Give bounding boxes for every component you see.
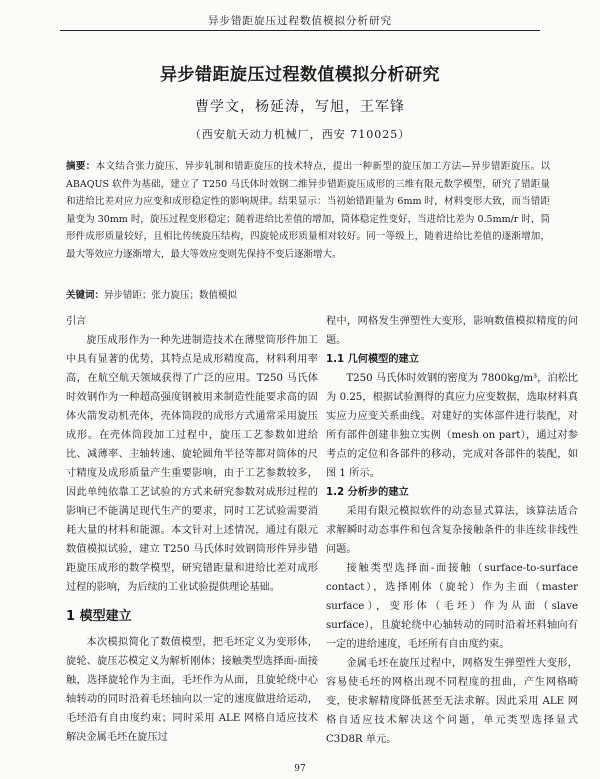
keywords-label: 关键词： (66, 290, 105, 301)
right-column (326, 312, 578, 749)
abstract-label: 摘要： (66, 161, 96, 172)
section12-heading: 1.2 分析步的建立 (326, 487, 409, 498)
abstract (66, 158, 550, 263)
section12-paragraph-3: 金属毛坯在旋压过程中，网格发生弹塑性大变形，容易使毛坯的网格出现不同程度的扭曲，产生网格畸变，使求解精度降低甚至无法求解。因此采用 ALE 网格自适应技术解决这个问题，单元类型选择显式 C3D8R 单元。 (326, 658, 578, 745)
section12-paragraph-1: 采用有限元模拟软件的动态显式算法，该算法适合求解瞬时动态事件和包含复杂接触条件的非连续非线性问题。 (326, 506, 578, 555)
section1-paragraph: 本次模拟简化了数值模型，把毛坯定义为变形体，旋轮、旋压芯模定义为解析刚体；接触类型选择面-面接触，选择旋轮作为主面，毛坯作为从面，且旋轮绕中心轴转动的同时沿着毛坯轴向以一定的速度做进给运动，毛坯沿有自由度约束；同时采用 ALE 网格自适应技术解决金属毛坯在旋压过 (66, 637, 318, 743)
affiliation: （西安航天动力机械厂，西安 710025） (189, 128, 411, 141)
keywords (66, 289, 550, 303)
intro-heading: 引言 (66, 316, 87, 327)
page-number: 97 (294, 764, 306, 774)
intro-paragraph: 旋压成形作为一种先进制造技术在薄壁筒形件加工中具有显著的优势，其特点是成形精度高，材料利用率高，在航空航天领域获得了广泛的应用。T250 马氏体时效钢作为一种超高强度钢被用来制造性能要求高的固体火箭发动机壳体，壳体筒段的成形方式通常采用旋压成形。在壳体筒段加工过程中，旋压工艺参数如进给比、减薄率、主轴转速、旋轮圆角半径等都对筒体的尺寸精度及成形质量产生重要影响，由于工艺参数较多，因此单纯依靠工艺试验的方式来研究参数对成形过程的影响已不能满足现代生产的要求，同时工艺试验需要消耗大量的材料和能源。本文针对上述情况，通过有限元数值模拟试验，建立 T250 马氏体时效钢筒形件异步错距旋压成形的数学模型，研究错距量和进给比差对成形过程的影响，为后续的工业试验提供理论基础。 (66, 335, 318, 593)
running-header: 异步错距旋压过程数值模拟分析研究 (60, 12, 540, 31)
section11-paragraph: T250 马氏体时效钢的密度为 7800kg/m³，泊松比为 0.25，根据试验测得的真应力应变数据，选取材料真实应力应变关系曲线。对建好的实体部件进行装配，对所有部件创建非独立实例（mesh on part），通过对参考点的定位和各部件的移动，完成对各部件的装配，如图 1 所示。 (326, 373, 578, 479)
section11-heading: 1.1 几何模型的建立 (326, 354, 419, 365)
paper-title: 异步错距旋压过程数值模拟分析研究 (160, 65, 440, 85)
section1-heading: 1 模型建立 (66, 609, 132, 624)
authors: 曹学文，杨延涛，写旭，王军锋 (195, 99, 405, 115)
section12-paragraph-2: 接触类型选择面-面接触（surface-to-surface contact），选择刚体（旋轮）作为主面（master surface），变形体（毛坯）作为从面（slave surface），且旋轮绕中心轴转动的同时沿着坯料轴向有一定的进给速度，毛坯所有自由度约束。 (326, 563, 578, 650)
abstract-text: 本文结合张力旋压、异步轧制和错距旋压的技术特点，提出一种新型的旋压加工方法—异步错距旋压。以 ABAQUS 软件为基础，建立了 T250 马氏体时效钢二维异步错距旋压成形的三维有限元数学模型，研究了错距量和进给比差对应力应变和成形稳定性的影响规律。结果显示：当初始错距量为 6mm 时，材料变形大致，而当错距量变为 30mm 时，旋压过程变形稳定；随着进给比差值的增加，筒体稳定性变好，当进给比差为 0.5mm/r 时，筒形件成形质量较好，且相比传统旋压结构，四旋轮成形质量相对较好。同一等级上，随着进给比差值的逐渐增加，最大等效应力逐渐增大，最大等效应变则先保持不变后逐渐增大。 (66, 161, 550, 260)
continued-paragraph: 程中，网格发生弹塑性大变形，影响数值模拟精度的问题。 (326, 316, 578, 346)
left-column (66, 312, 318, 747)
keywords-text: 异步错距；张力旋压；数值模拟 (104, 290, 238, 301)
